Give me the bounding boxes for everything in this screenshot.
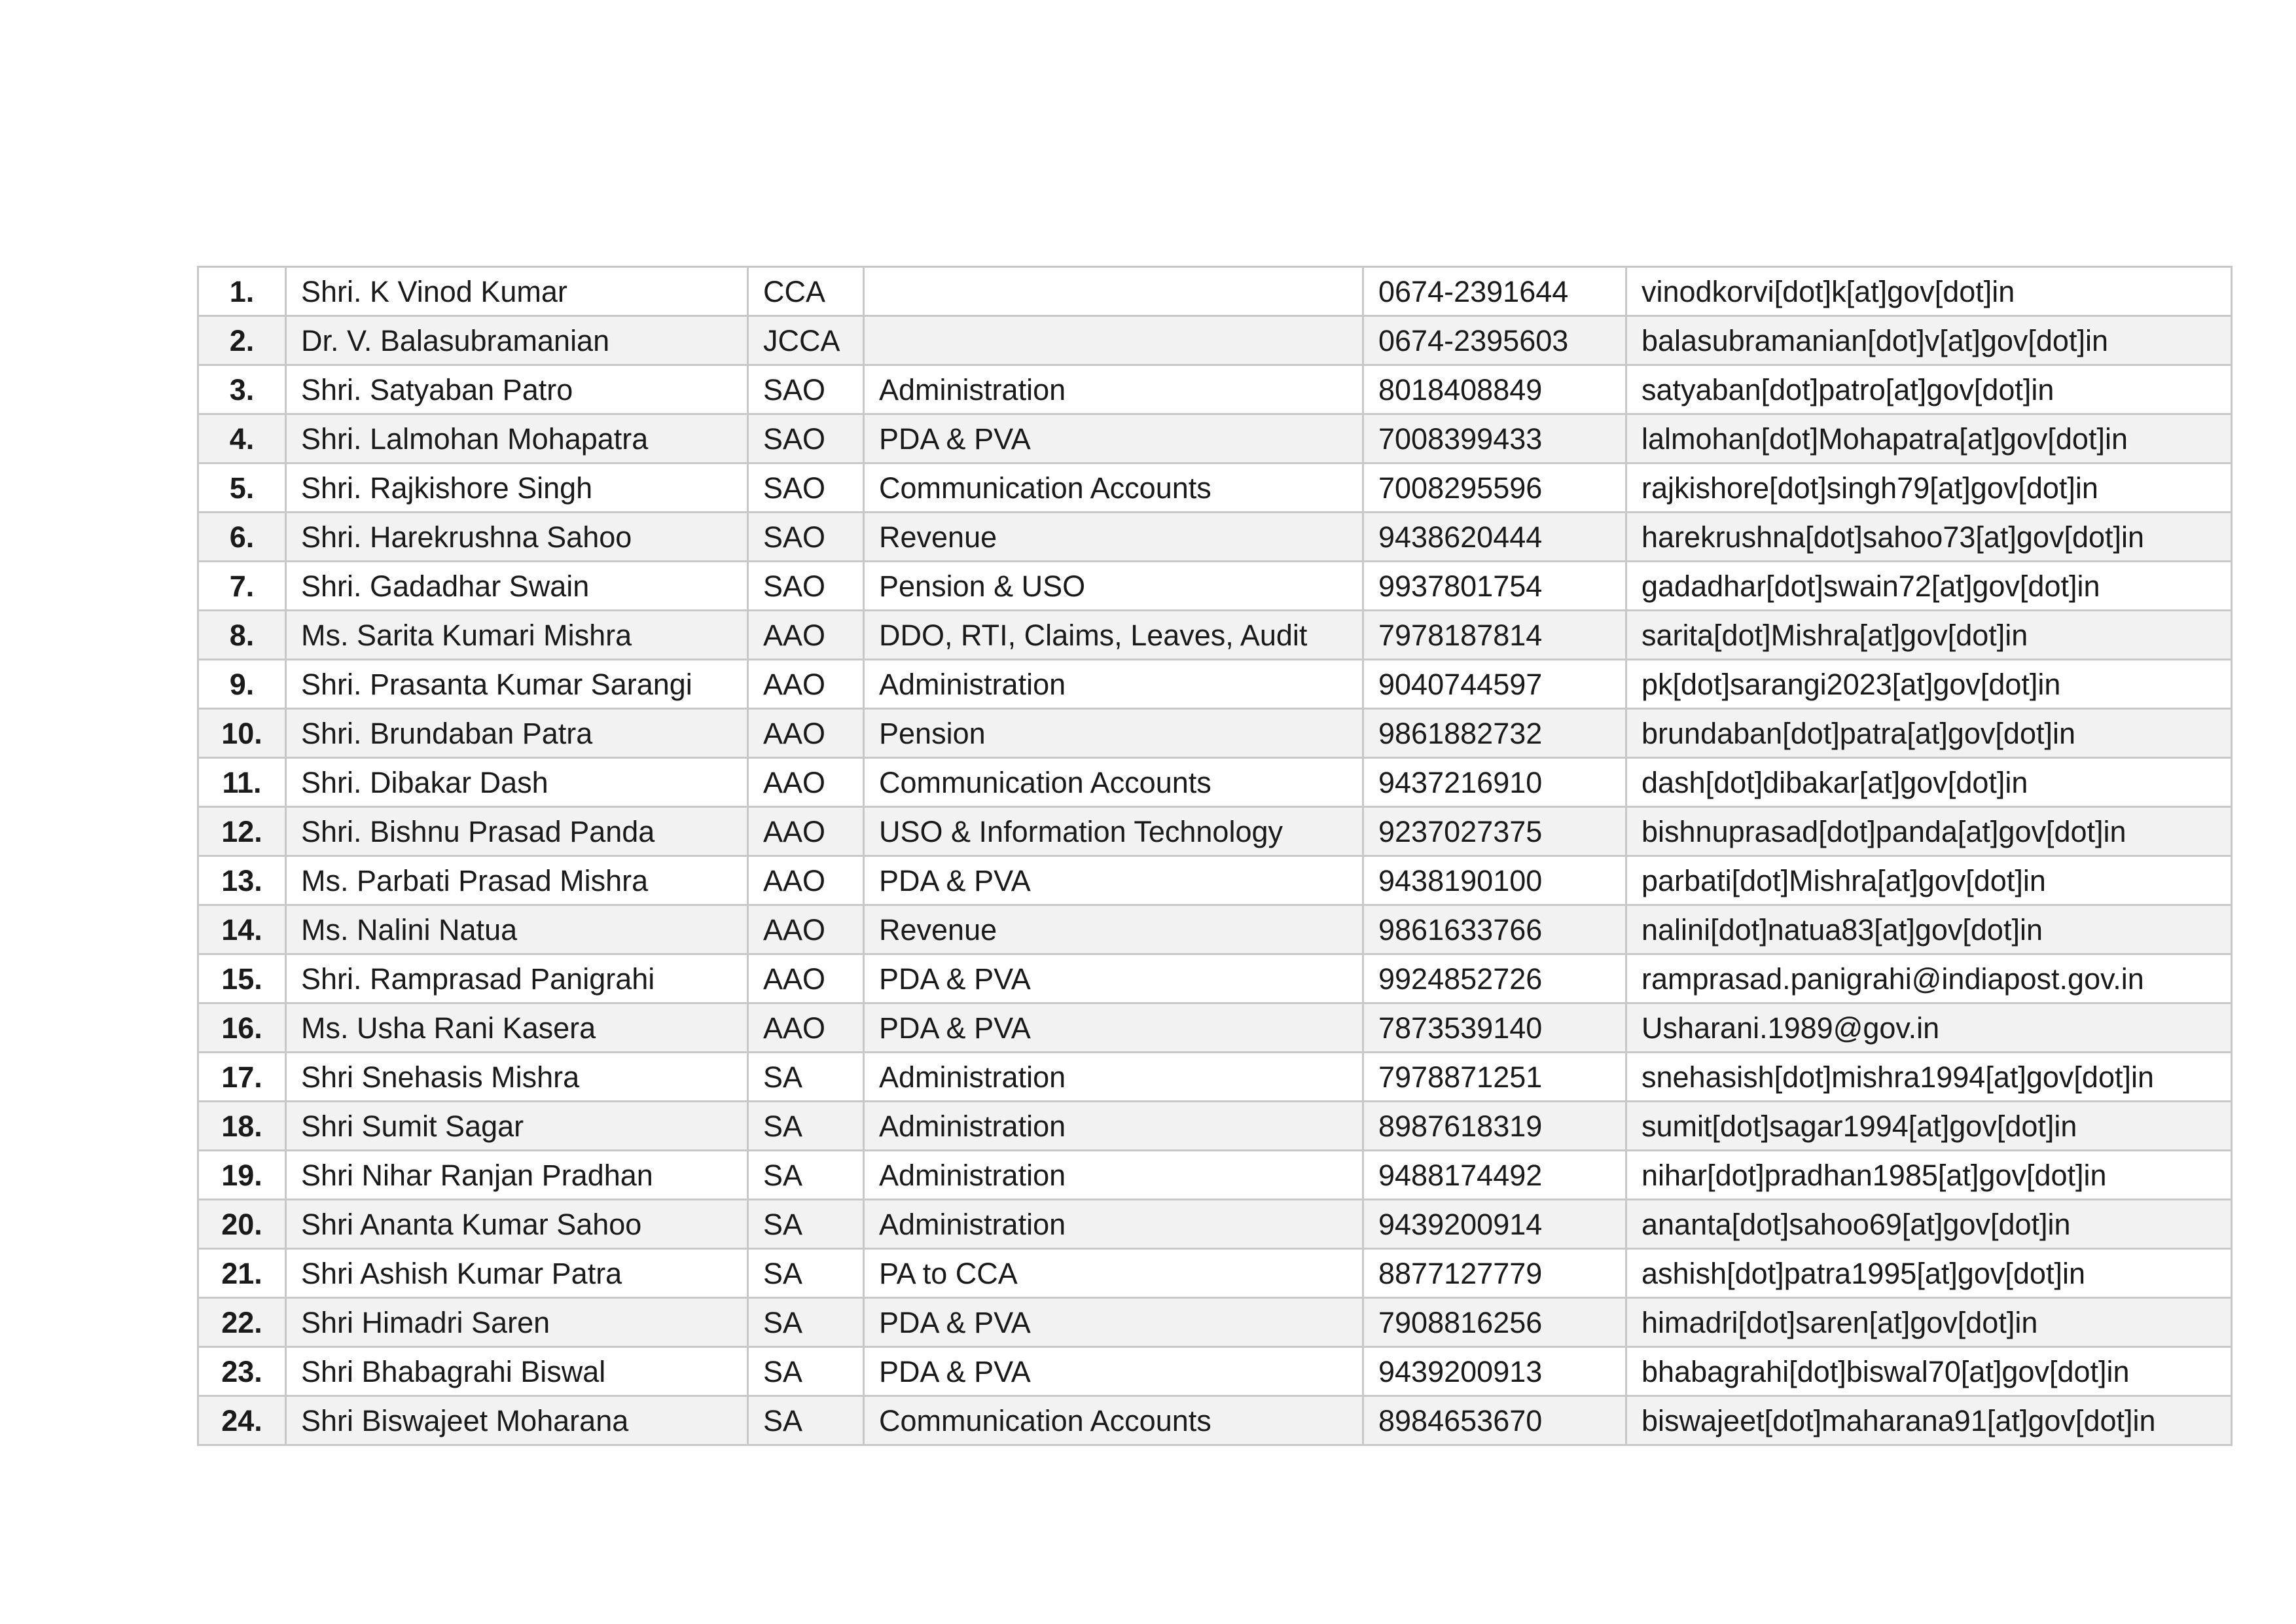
serial-number-cell: 10. (198, 709, 286, 758)
designation-cell: SA (748, 1347, 864, 1396)
section-cell: Administration (864, 1053, 1363, 1102)
designation-cell: SAO (748, 365, 864, 414)
table-row (198, 1053, 2232, 1102)
table-row (198, 513, 2232, 562)
section-cell: Revenue (864, 905, 1363, 954)
serial-number-cell: 14. (198, 905, 286, 954)
designation-cell: AAO (748, 807, 864, 856)
designation-cell: SA (748, 1298, 864, 1347)
email-address-cell: harekrushna[dot]sahoo73[at]gov[dot]in (1626, 513, 2232, 562)
section-cell: PDA & PVA (864, 1347, 1363, 1396)
serial-number-cell: 13. (198, 856, 286, 905)
officer-name-cell: Ms. Nalini Natua (286, 905, 748, 954)
table-row (198, 267, 2232, 316)
serial-number-cell: 18. (198, 1102, 286, 1151)
phone-number-cell: 9237027375 (1363, 807, 1626, 856)
email-address-cell: rajkishore[dot]singh79[at]gov[dot]in (1626, 463, 2232, 513)
email-address-cell: nihar[dot]pradhan1985[at]gov[dot]in (1626, 1151, 2232, 1200)
designation-cell: AAO (748, 709, 864, 758)
designation-cell: SAO (748, 562, 864, 611)
serial-number-cell: 7. (198, 562, 286, 611)
designation-cell: SAO (748, 463, 864, 513)
table-row (198, 660, 2232, 709)
designation-cell: JCCA (748, 316, 864, 365)
serial-number-cell: 4. (198, 414, 286, 463)
serial-number-cell: 16. (198, 1003, 286, 1053)
section-cell (864, 316, 1363, 365)
email-address-cell: ashish[dot]patra1995[at]gov[dot]in (1626, 1249, 2232, 1298)
email-address-cell: brundaban[dot]patra[at]gov[dot]in (1626, 709, 2232, 758)
designation-cell: SA (748, 1053, 864, 1102)
table-row (198, 954, 2232, 1003)
section-cell: PA to CCA (864, 1249, 1363, 1298)
section-cell: Administration (864, 1200, 1363, 1249)
email-address-cell: sumit[dot]sagar1994[at]gov[dot]in (1626, 1102, 2232, 1151)
section-cell: Pension & USO (864, 562, 1363, 611)
section-cell: Pension (864, 709, 1363, 758)
phone-number-cell: 0674-2395603 (1363, 316, 1626, 365)
phone-number-cell: 9924852726 (1363, 954, 1626, 1003)
table-row (198, 316, 2232, 365)
email-address-cell: ananta[dot]sahoo69[at]gov[dot]in (1626, 1200, 2232, 1249)
phone-number-cell: 7008399433 (1363, 414, 1626, 463)
serial-number-cell: 17. (198, 1053, 286, 1102)
officer-name-cell: Shri. Dibakar Dash (286, 758, 748, 807)
table-row (198, 611, 2232, 660)
officer-name-cell: Shri. Gadadhar Swain (286, 562, 748, 611)
section-cell: Administration (864, 660, 1363, 709)
designation-cell: AAO (748, 905, 864, 954)
officer-name-cell: Shri. Satyaban Patro (286, 365, 748, 414)
email-address-cell: ramprasad.panigrahi@indiapost.gov.in (1626, 954, 2232, 1003)
serial-number-cell: 21. (198, 1249, 286, 1298)
officer-name-cell: Shri. K Vinod Kumar (286, 267, 748, 316)
officer-name-cell: Shri. Bishnu Prasad Panda (286, 807, 748, 856)
email-address-cell: vinodkorvi[dot]k[at]gov[dot]in (1626, 267, 2232, 316)
section-cell: PDA & PVA (864, 1003, 1363, 1053)
section-cell: DDO, RTI, Claims, Leaves, Audit (864, 611, 1363, 660)
email-address-cell: dash[dot]dibakar[at]gov[dot]in (1626, 758, 2232, 807)
email-address-cell: bishnuprasad[dot]panda[at]gov[dot]in (1626, 807, 2232, 856)
email-address-cell: balasubramanian[dot]v[at]gov[dot]in (1626, 316, 2232, 365)
serial-number-cell: 9. (198, 660, 286, 709)
designation-cell: AAO (748, 1003, 864, 1053)
email-address-cell: parbati[dot]Mishra[at]gov[dot]in (1626, 856, 2232, 905)
phone-number-cell: 9438190100 (1363, 856, 1626, 905)
serial-number-cell: 3. (198, 365, 286, 414)
officer-name-cell: Dr. V. Balasubramanian (286, 316, 748, 365)
table-row (198, 1151, 2232, 1200)
officer-name-cell: Shri Ananta Kumar Sahoo (286, 1200, 748, 1249)
phone-number-cell: 9439200914 (1363, 1200, 1626, 1249)
phone-number-cell: 9488174492 (1363, 1151, 1626, 1200)
phone-number-cell: 8018408849 (1363, 365, 1626, 414)
designation-cell: SA (748, 1396, 864, 1445)
table-row (198, 709, 2232, 758)
serial-number-cell: 5. (198, 463, 286, 513)
email-address-cell: snehasish[dot]mishra1994[at]gov[dot]in (1626, 1053, 2232, 1102)
phone-number-cell: 9439200913 (1363, 1347, 1626, 1396)
designation-cell: SAO (748, 513, 864, 562)
phone-number-cell: 7978187814 (1363, 611, 1626, 660)
serial-number-cell: 2. (198, 316, 286, 365)
serial-number-cell: 15. (198, 954, 286, 1003)
phone-number-cell: 9861633766 (1363, 905, 1626, 954)
table-body (198, 267, 2232, 1445)
section-cell: PDA & PVA (864, 1298, 1363, 1347)
officer-name-cell: Shri. Brundaban Patra (286, 709, 748, 758)
serial-number-cell: 19. (198, 1151, 286, 1200)
phone-number-cell: 7008295596 (1363, 463, 1626, 513)
table-row (198, 1249, 2232, 1298)
phone-number-cell: 8987618319 (1363, 1102, 1626, 1151)
officer-name-cell: Shri. Rajkishore Singh (286, 463, 748, 513)
email-address-cell: bhabagrahi[dot]biswal70[at]gov[dot]in (1626, 1347, 2232, 1396)
officer-name-cell: Shri Snehasis Mishra (286, 1053, 748, 1102)
designation-cell: AAO (748, 758, 864, 807)
email-address-cell: satyaban[dot]patro[at]gov[dot]in (1626, 365, 2232, 414)
phone-number-cell: 7873539140 (1363, 1003, 1626, 1053)
officer-name-cell: Shri Sumit Sagar (286, 1102, 748, 1151)
email-address-cell: sarita[dot]Mishra[at]gov[dot]in (1626, 611, 2232, 660)
table-row (198, 365, 2232, 414)
officer-name-cell: Shri Nihar Ranjan Pradhan (286, 1151, 748, 1200)
officer-name-cell: Ms. Sarita Kumari Mishra (286, 611, 748, 660)
designation-cell: SA (748, 1151, 864, 1200)
serial-number-cell: 12. (198, 807, 286, 856)
section-cell: Communication Accounts (864, 758, 1363, 807)
section-cell: PDA & PVA (864, 856, 1363, 905)
officer-name-cell: Ms. Usha Rani Kasera (286, 1003, 748, 1053)
officer-name-cell: Shri Biswajeet Moharana (286, 1396, 748, 1445)
serial-number-cell: 24. (198, 1396, 286, 1445)
designation-cell: SA (748, 1249, 864, 1298)
phone-number-cell: 9438620444 (1363, 513, 1626, 562)
table-row (198, 414, 2232, 463)
email-address-cell: himadri[dot]saren[at]gov[dot]in (1626, 1298, 2232, 1347)
designation-cell: SA (748, 1102, 864, 1151)
serial-number-cell: 20. (198, 1200, 286, 1249)
officer-name-cell: Shri. Ramprasad Panigrahi (286, 954, 748, 1003)
serial-number-cell: 22. (198, 1298, 286, 1347)
section-cell: Communication Accounts (864, 1396, 1363, 1445)
table-row (198, 1003, 2232, 1053)
officer-name-cell: Ms. Parbati Prasad Mishra (286, 856, 748, 905)
designation-cell: CCA (748, 267, 864, 316)
email-address-cell: lalmohan[dot]Mohapatra[at]gov[dot]in (1626, 414, 2232, 463)
table-row (198, 463, 2232, 513)
serial-number-cell: 8. (198, 611, 286, 660)
email-address-cell: biswajeet[dot]maharana91[at]gov[dot]in (1626, 1396, 2232, 1445)
phone-number-cell: 8877127779 (1363, 1249, 1626, 1298)
table-row (198, 1347, 2232, 1396)
table-row (198, 807, 2232, 856)
phone-number-cell: 8984653670 (1363, 1396, 1626, 1445)
officer-name-cell: Shri Himadri Saren (286, 1298, 748, 1347)
section-cell: Administration (864, 1102, 1363, 1151)
officer-name-cell: Shri. Lalmohan Mohapatra (286, 414, 748, 463)
table-row (198, 905, 2232, 954)
phone-number-cell: 9437216910 (1363, 758, 1626, 807)
table-row (198, 562, 2232, 611)
designation-cell: AAO (748, 954, 864, 1003)
email-address-cell: Usharani.1989@gov.in (1626, 1003, 2232, 1053)
officer-contact-table (197, 266, 2233, 1446)
serial-number-cell: 1. (198, 267, 286, 316)
serial-number-cell: 6. (198, 513, 286, 562)
section-cell: Communication Accounts (864, 463, 1363, 513)
officer-name-cell: Shri. Prasanta Kumar Sarangi (286, 660, 748, 709)
officer-name-cell: Shri Ashish Kumar Patra (286, 1249, 748, 1298)
section-cell: USO & Information Technology (864, 807, 1363, 856)
table-row (198, 1102, 2232, 1151)
phone-number-cell: 9040744597 (1363, 660, 1626, 709)
officer-name-cell: Shri Bhabagrahi Biswal (286, 1347, 748, 1396)
designation-cell: AAO (748, 611, 864, 660)
email-address-cell: pk[dot]sarangi2023[at]gov[dot]in (1626, 660, 2232, 709)
section-cell: PDA & PVA (864, 954, 1363, 1003)
phone-number-cell: 9861882732 (1363, 709, 1626, 758)
designation-cell: AAO (748, 660, 864, 709)
officer-name-cell: Shri. Harekrushna Sahoo (286, 513, 748, 562)
email-address-cell: nalini[dot]natua83[at]gov[dot]in (1626, 905, 2232, 954)
table-row (198, 758, 2232, 807)
phone-number-cell: 7908816256 (1363, 1298, 1626, 1347)
designation-cell: SAO (748, 414, 864, 463)
section-cell (864, 267, 1363, 316)
section-cell: Revenue (864, 513, 1363, 562)
phone-number-cell: 9937801754 (1363, 562, 1626, 611)
phone-number-cell: 0674-2391644 (1363, 267, 1626, 316)
section-cell: Administration (864, 365, 1363, 414)
section-cell: Administration (864, 1151, 1363, 1200)
phone-number-cell: 7978871251 (1363, 1053, 1626, 1102)
table-row (198, 1200, 2232, 1249)
table-row (198, 856, 2232, 905)
designation-cell: SA (748, 1200, 864, 1249)
serial-number-cell: 11. (198, 758, 286, 807)
table-row (198, 1298, 2232, 1347)
table-row (198, 1396, 2232, 1445)
designation-cell: AAO (748, 856, 864, 905)
serial-number-cell: 23. (198, 1347, 286, 1396)
section-cell: PDA & PVA (864, 414, 1363, 463)
email-address-cell: gadadhar[dot]swain72[at]gov[dot]in (1626, 562, 2232, 611)
